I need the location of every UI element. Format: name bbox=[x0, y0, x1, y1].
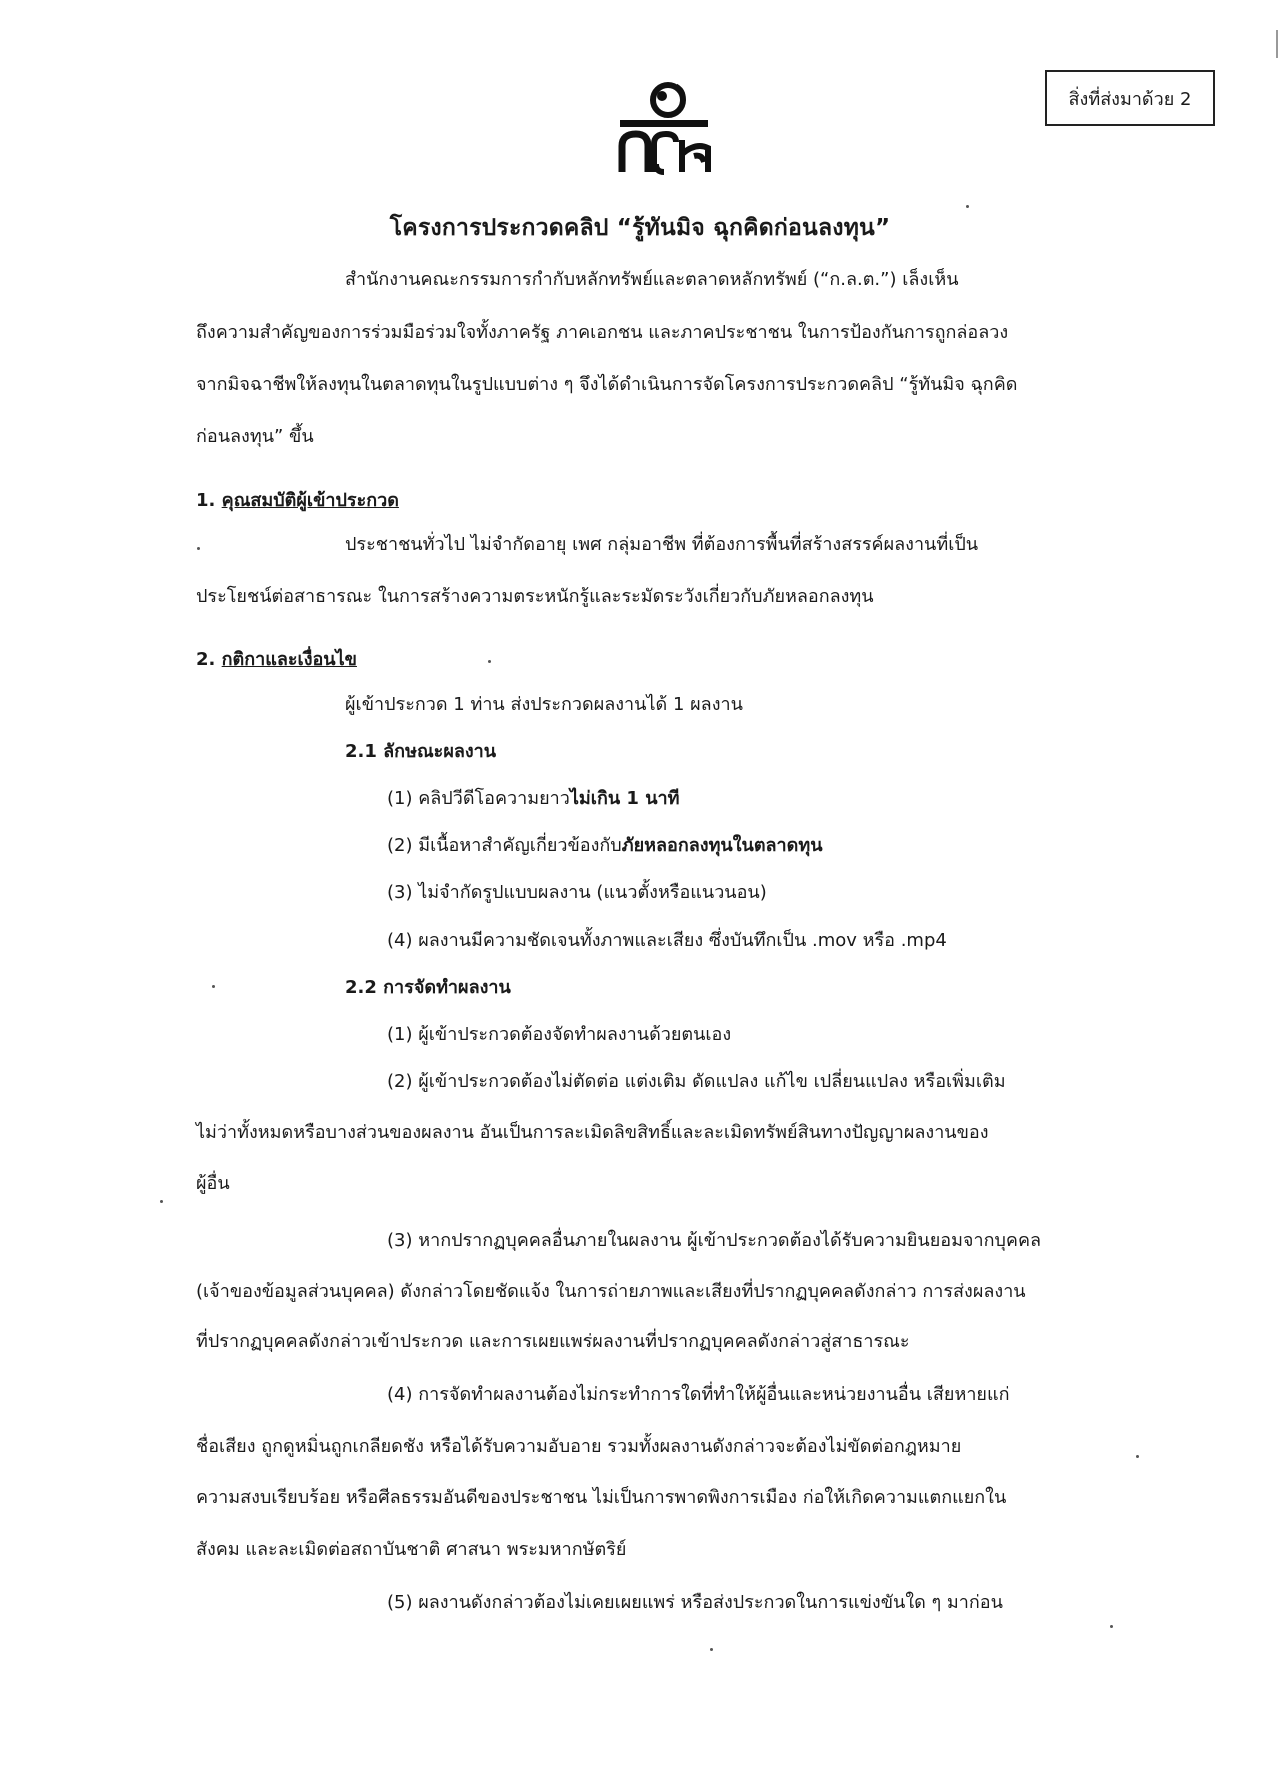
subsection-2-1-title: 2.1 ลักษณะผลงาน bbox=[345, 741, 497, 762]
item-emphasis: ภัยหลอกลงทุนในตลาดทุน bbox=[621, 835, 823, 856]
subsection-2-1-item bbox=[387, 831, 823, 861]
scan-speck bbox=[1110, 1625, 1113, 1628]
scan-speck bbox=[1136, 1455, 1139, 1458]
item-text: (1) คลิปวีดีโอความยาว bbox=[387, 788, 570, 809]
section-1-line: ประโยชน์ต่อสาธารณะ ในการสร้างความตระหนักรู้และระมัดระวังเกี่ยวกับภัยหลอกลงทุน bbox=[196, 586, 874, 607]
section-1-heading bbox=[196, 486, 399, 516]
item-text: (2) มีเนื้อหาสำคัญเกี่ยวข้องกับ bbox=[387, 835, 622, 856]
intro-line: จากมิจฉาชีพให้ลงทุนในตลาดทุนในรูปแบบต่าง ๆ จึงได้ดำเนินการจัดโครงการประกวดคลิป “รู้ทันมิจ ฉุกคิด bbox=[196, 374, 1018, 395]
subsection-2-2-item: (4) การจัดทำผลงานต้องไม่กระทำการใดที่ทำให้ผู้อื่นและหน่วยงานอื่น เสียหายแก่ bbox=[387, 1384, 1010, 1405]
scan-speck bbox=[212, 985, 215, 988]
scan-speck bbox=[160, 1200, 163, 1203]
subsection-2-2-item: ที่ปรากฏบุคคลดังกล่าวเข้าประกวด และการเผยแพร่ผลงานที่ปรากฏบุคคลดังกล่าวสู่สาธารณะ bbox=[196, 1331, 910, 1352]
section-2-number: 2. bbox=[196, 649, 216, 670]
enclosure-label bbox=[1045, 70, 1215, 126]
subsection-2-1-item bbox=[387, 784, 679, 814]
section-2-heading bbox=[196, 645, 357, 675]
intro-line: สำนักงานคณะกรรมการกำกับหลักทรัพย์และตลาดหลักทรัพย์ (“ก.ล.ต.”) เล็งเห็น bbox=[345, 269, 959, 290]
section-1-number: 1. bbox=[196, 490, 216, 511]
scan-edge-mark bbox=[1276, 30, 1278, 58]
subsection-2-2-title: 2.2 การจัดทำผลงาน bbox=[345, 977, 511, 998]
subsection-2-1-item: (3) ไม่จำกัดรูปแบบผลงาน (แนวตั้งหรือแนวนอน) bbox=[387, 882, 767, 903]
subsection-2-2-item: สังคม และละเมิดต่อสถาบันชาติ ศาสนา พระมหากษัตริย์ bbox=[196, 1539, 627, 1560]
subsection-2-2-item: (1) ผู้เข้าประกวดต้องจัดทำผลงานด้วยตนเอง bbox=[387, 1024, 732, 1045]
section-2-intro: ผู้เข้าประกวด 1 ท่าน ส่งประกวดผลงานได้ 1 ผลงาน bbox=[345, 694, 743, 715]
subsection-2-2-item: ชื่อเสียง ถูกดูหมิ่นถูกเกลียดชัง หรือได้รับความอับอาย รวมทั้งผลงานดังกล่าวจะต้องไม่ขัดต่อกฎหมาย bbox=[196, 1436, 962, 1457]
subsection-2-2-item: (3) หากปรากฏบุคคลอื่นภายในผลงาน ผู้เข้าประกวดต้องได้รับความยินยอมจากบุคคล bbox=[387, 1230, 1042, 1251]
subsection-2-2-item: (2) ผู้เข้าประกวดต้องไม่ตัดต่อ แต่งเติม ดัดแปลง แก้ไข เปลี่ยนแปลง หรือเพิ่มเติม bbox=[387, 1071, 1006, 1092]
section-2-title: กติกาและเงื่อนไข bbox=[221, 649, 357, 670]
document-title: โครงการประกวดคลิป “รู้ทันมิจ ฉุกคิดก่อนลงทุน” bbox=[389, 215, 891, 241]
item-emphasis: ไม่เกิน 1 นาที bbox=[569, 788, 680, 809]
scan-speck bbox=[197, 547, 200, 550]
subsection-2-2-item: ไม่ว่าทั้งหมดหรือบางส่วนของผลงาน อันเป็นการละเมิดลิขสิทธิ์และละเมิดทรัพย์สินทางปัญญาผลงานของ bbox=[196, 1122, 989, 1143]
sec-logo bbox=[614, 82, 714, 178]
scan-speck bbox=[966, 205, 969, 208]
intro-line: ถึงความสำคัญของการร่วมมือร่วมใจทั้งภาครัฐ ภาคเอกชน และภาคประชาชน ในการป้องกันการถูกล่อลวง bbox=[196, 322, 1009, 343]
enclosure-label-text: สิ่งที่ส่งมาด้วย 2 bbox=[1068, 88, 1192, 110]
subsection-2-2-item: ความสงบเรียบร้อย หรือศีลธรรมอันดีของประชาชน ไม่เป็นการพาดพิงการเมือง ก่อให้เกิดความแตกแยกใน bbox=[196, 1487, 1007, 1508]
subsection-2-2-item: ผู้อื่น bbox=[196, 1173, 230, 1194]
subsection-2-2-item: (5) ผลงานดังกล่าวต้องไม่เคยเผยแพร่ หรือส่งประกวดในการแข่งขันใด ๆ มาก่อน bbox=[387, 1592, 1003, 1613]
scan-speck bbox=[488, 660, 491, 663]
section-1-line: ประชาชนทั่วไป ไม่จำกัดอายุ เพศ กลุ่มอาชีพ ที่ต้องการพื้นที่สร้างสรรค์ผลงานที่เป็น bbox=[345, 534, 979, 555]
section-1-title: คุณสมบัติผู้เข้าประกวด bbox=[221, 490, 399, 511]
intro-line: ก่อนลงทุน” ขึ้น bbox=[196, 426, 314, 447]
scan-speck bbox=[710, 1648, 713, 1651]
subsection-2-2-item: (เจ้าของข้อมูลส่วนบุคคล) ดังกล่าวโดยชัดแจ้ง ในการถ่ายภาพและเสียงที่ปรากฏบุคคลดังกล่าว การส่งผลงาน bbox=[196, 1281, 1026, 1302]
subsection-2-1-item: (4) ผลงานมีความชัดเจนทั้งภาพและเสียง ซึ่งบันทึกเป็น .mov หรือ .mp4 bbox=[387, 930, 947, 951]
